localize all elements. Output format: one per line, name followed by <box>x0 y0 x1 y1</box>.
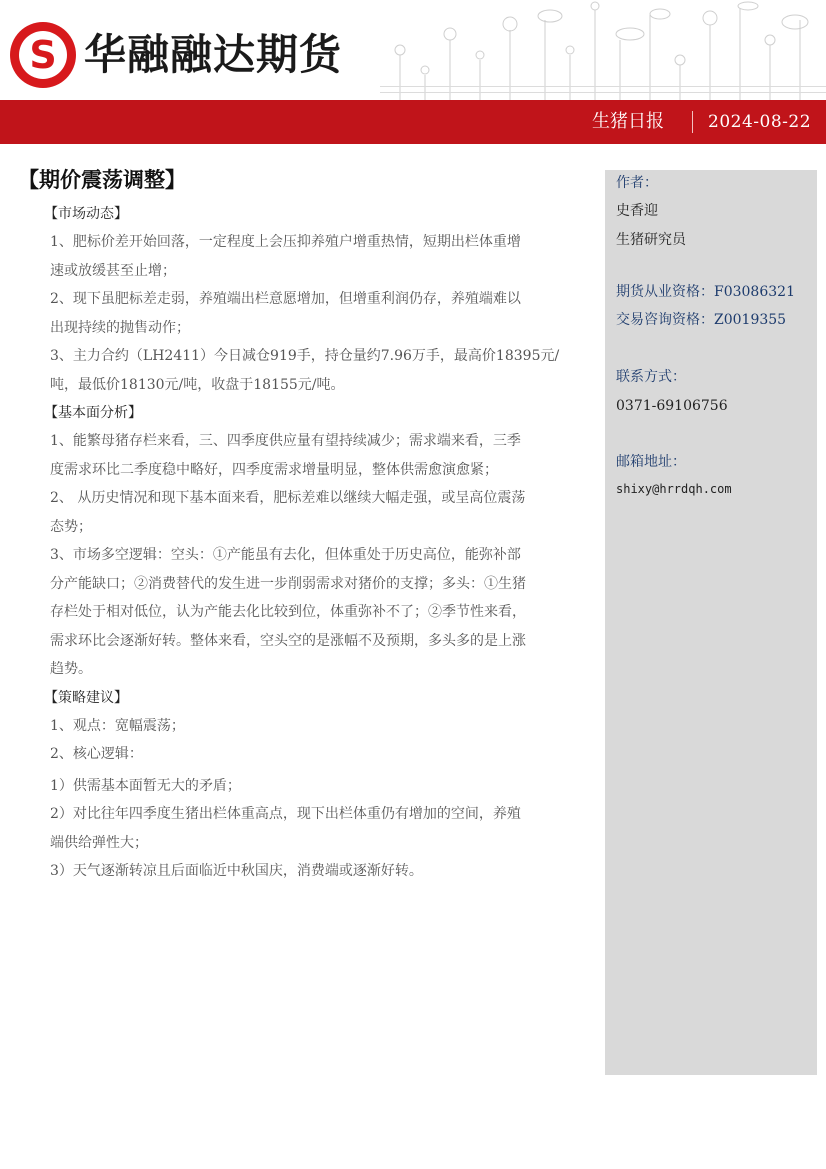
paragraph: 2、现下虽肥标差走弱，养殖端出栏意愿增加，但增重利润仍存，养殖端难以 出现持续的抛售动作； <box>50 291 521 336</box>
contact-label: 联系方式： <box>616 369 686 385</box>
article-body <box>18 160 583 886</box>
decorative-pattern <box>380 0 826 100</box>
paragraph: 2）对比往年四季度生猪出栏体重高点，现下出栏体重仍有增加的空间，养殖 端供给弹性大； <box>50 806 521 851</box>
company-name: 华融融达期货 <box>84 30 343 79</box>
header <box>0 0 826 100</box>
advisory-license: 交易咨询资格：Z0019355 <box>616 312 787 328</box>
email-address[interactable]: shixy@hrrdqh.com <box>616 482 732 496</box>
report-banner <box>0 100 826 144</box>
email-label: 邮箱地址： <box>616 454 686 470</box>
paragraph: 3、市场多空逻辑：空头：①产能虽有去化，但体重处于历史高位，能弥补部 分产能缺口；②消费替代的发生进一步削弱需求对猪价的支撑；多头：①生猪 存栏处于相对低位，认为产能去化比较到位，体重弥补不了；②季节性来看， 需求环比会逐渐好转。整体来看，空头空的是涨幅不及预期，多头多的是上涨 趋势。 <box>50 547 526 677</box>
banner-divider <box>692 111 693 133</box>
section-heading: 【策略建议】 <box>44 689 128 706</box>
company-logo-icon: S <box>10 22 76 88</box>
author-label: 作者： <box>616 175 658 191</box>
contact-phone: 0371-69106756 <box>616 398 728 414</box>
report-date: 2024-08-22 <box>708 112 812 132</box>
author-sidebar <box>605 170 817 1075</box>
paragraph: 2、 从历史情况和现下基本面来看，肥标差难以继续大幅走强，或呈高位震荡 态势； <box>50 490 526 535</box>
report-title: 生猪日报 <box>592 111 664 132</box>
paragraph: 1、能繁母猪存栏来看，三、四季度供应量有望持续减少；需求端来看，三季 度需求环比二季度稳中略好，四季度需求增量明显，整体供需愈演愈紧； <box>50 433 521 478</box>
section-heading: 【市场动态】 <box>44 206 128 222</box>
paragraph: 1、观点：宽幅震荡； <box>50 717 185 734</box>
article-title: 【期价震荡调整】 <box>18 167 186 192</box>
section-heading: 【基本面分析】 <box>44 405 142 421</box>
author-name: 史香迎 <box>616 203 658 219</box>
paragraph: 2、核心逻辑： <box>50 746 143 762</box>
author-title: 生猪研究员 <box>616 232 686 248</box>
futures-license: 期货从业资格：F03086321 <box>616 284 795 300</box>
paragraph: 3）天气逐渐转凉且后面临近中秋国庆，消费端或逐渐好转。 <box>50 863 423 879</box>
paragraph: 1）供需基本面暂无大的矛盾； <box>50 777 241 794</box>
paragraph: 3、主力合约（LH2411）今日减仓919手，持仓量约7.96万手，最高价18395元/ 吨，最低价18130元/吨，收盘于18155元/吨。 <box>50 348 560 393</box>
paragraph: 1、肥标价差开始回落，一定程度上会压抑养殖户增重热情，短期出栏体重增 速或放缓甚至止增； <box>50 234 521 279</box>
